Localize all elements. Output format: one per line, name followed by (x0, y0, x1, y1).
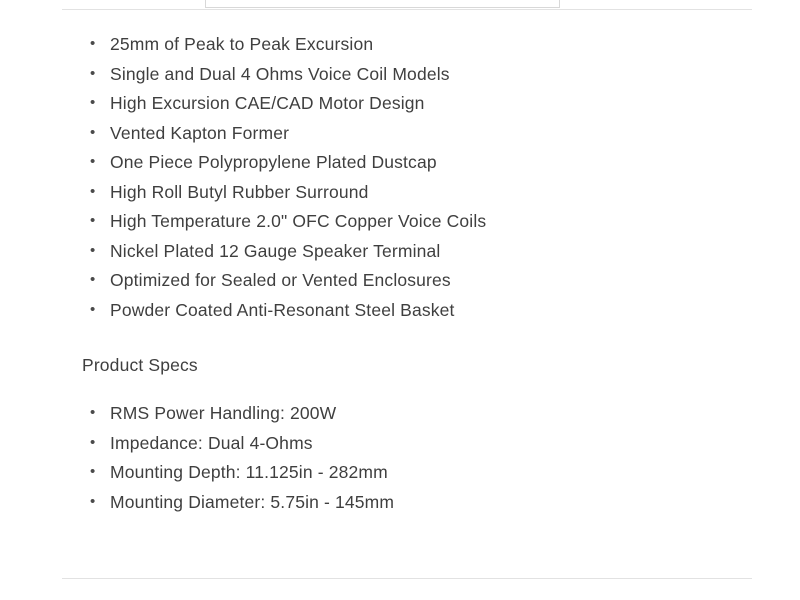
list-item: • Optimized for Sealed or Vented Enclosures (62, 266, 762, 296)
list-item: • 25mm of Peak to Peak Excursion (62, 30, 762, 60)
list-item: • Single and Dual 4 Ohms Voice Coil Models (62, 60, 762, 90)
list-item: • Mounting Depth: 11.125in - 282mm (62, 458, 762, 488)
list-item: • Vented Kapton Former (62, 119, 762, 149)
list-item: • High Roll Butyl Rubber Surround (62, 178, 762, 208)
spacer (62, 377, 762, 399)
list-item: • Mounting Diameter: 5.75in - 145mm (62, 488, 762, 518)
list-item: • Impedance: Dual 4-Ohms (62, 429, 762, 459)
list-item: • High Temperature 2.0" OFC Copper Voice Coils (62, 207, 762, 237)
list-item: • One Piece Polypropylene Plated Dustcap (62, 148, 762, 178)
spacer (62, 325, 762, 353)
list-item: • Powder Coated Anti-Resonant Steel Basket (62, 296, 762, 326)
top-divider (62, 9, 752, 10)
list-item: • High Excursion CAE/CAD Motor Design (62, 89, 762, 119)
specs-list (62, 399, 762, 517)
document-content (62, 30, 762, 517)
list-item: • RMS Power Handling: 200W (62, 399, 762, 429)
product-specs-heading: Product Specs (82, 355, 198, 375)
cropped-input-box (205, 0, 560, 8)
list-item: • Nickel Plated 12 Gauge Speaker Terminal (62, 237, 762, 267)
features-list (62, 30, 762, 325)
bottom-divider (62, 578, 752, 579)
